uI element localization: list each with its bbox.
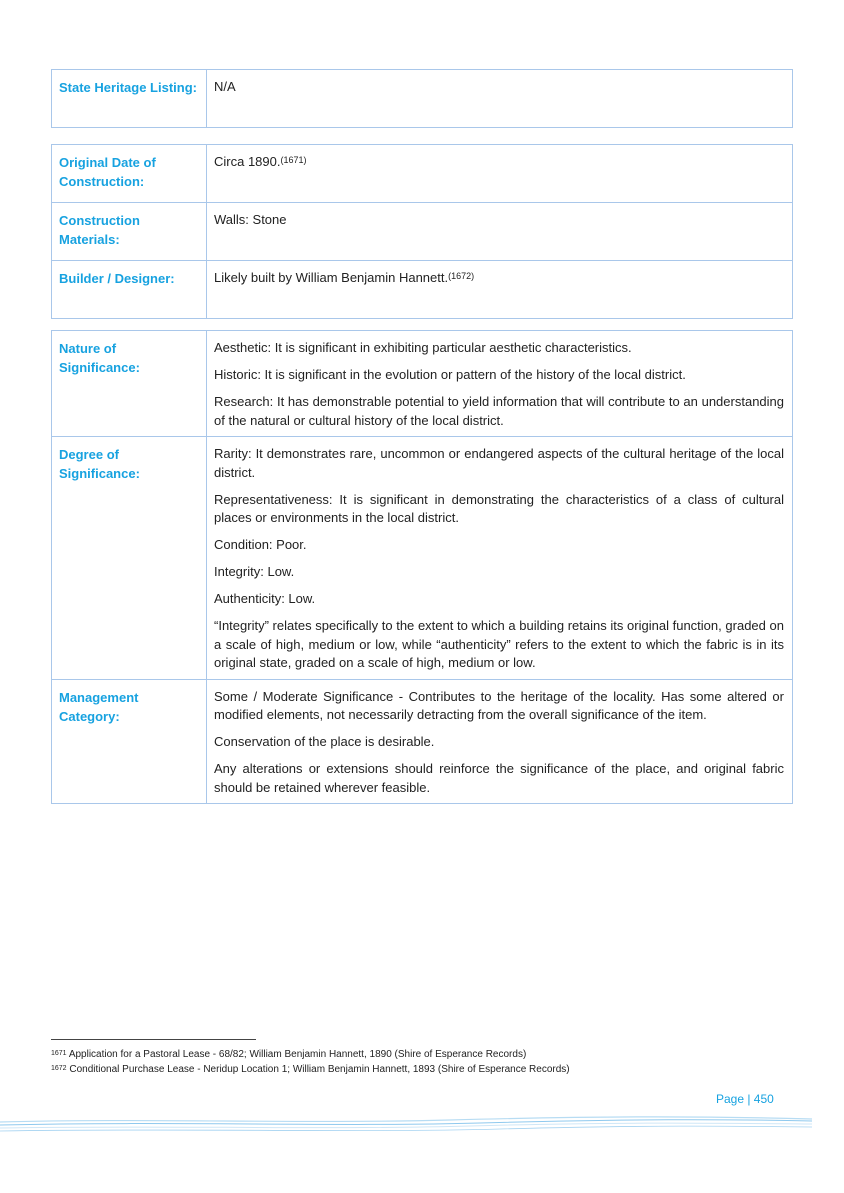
value-text: Circa 1890. — [214, 154, 281, 169]
table-row — [52, 203, 793, 261]
decorative-wave-footer — [0, 1108, 844, 1138]
field-label: Nature of Significance: — [52, 331, 207, 437]
field-label: Original Date of Construction: — [52, 145, 207, 203]
table-row — [52, 145, 793, 203]
table-row — [52, 70, 793, 128]
footnote — [51, 1063, 570, 1076]
footnote-text: Conditional Purchase Lease - Neridup Location 1; William Benjamin Hannett, 1893 (Shire of Esperance Records) — [69, 1064, 570, 1075]
footnote — [51, 1048, 526, 1061]
footnote-text: Application for a Pastoral Lease - 68/82; William Benjamin Hannett, 1890 (Shire of Esperance Records) — [68, 1049, 527, 1060]
paragraph: Research: It has demonstrable potential to yield information that will contribute to an understanding of the natural or cultural history of the local district. — [214, 394, 784, 428]
field-label: Construction Materials: — [52, 203, 207, 261]
heritage-listing-table — [51, 69, 793, 128]
paragraph: Authenticity: Low. — [214, 591, 316, 606]
paragraph: Historic: It is significant in the evolution or pattern of the history of the local district. — [214, 367, 686, 382]
paragraph: Conservation of the place is desirable. — [214, 734, 435, 749]
table-row — [52, 679, 793, 804]
paragraph: Some / Moderate Significance - Contributes to the heritage of the locality. Has some altered or modified elements, not necessarily detracting from the overall significance of the item. — [214, 688, 784, 722]
value-text: Likely built by William Benjamin Hannett. — [214, 270, 449, 285]
construction-table — [51, 144, 793, 319]
page-number: Page | 450 — [716, 1092, 774, 1106]
field-value — [207, 331, 793, 437]
field-value — [207, 679, 793, 804]
field-label: Degree of Significance: — [52, 437, 207, 680]
field-label: Builder / Designer: — [52, 261, 207, 319]
field-value: Walls: Stone — [207, 203, 793, 261]
table-row — [52, 261, 793, 319]
field-label: State Heritage Listing: — [52, 70, 207, 128]
field-label: Management Category: — [52, 679, 207, 804]
paragraph: Integrity: Low. — [214, 564, 295, 579]
footnote-number: 1672 — [51, 1065, 67, 1072]
footnote-ref[interactable]: (1672) — [448, 271, 475, 281]
paragraph: “Integrity” relates specifically to the extent to which a building retains its original function, graded on a scale of high, medium or low, while “authenticity” refers to the extent to which the fabric is in its original state, graded on a scale of high, medium or low. — [214, 618, 784, 670]
paragraph: Any alterations or extensions should reinforce the significance of the place, and original fabric should be retained wherever feasible. — [214, 761, 784, 795]
footnote-ref[interactable]: (1671) — [280, 155, 307, 165]
significance-table — [51, 330, 793, 804]
field-value: N/A — [207, 70, 793, 128]
paragraph: Rarity: It demonstrates rare, uncommon or endangered aspects of the cultural heritage of the local district. — [214, 446, 784, 480]
field-value — [207, 437, 793, 680]
paragraph: Aesthetic: It is significant in exhibiting particular aesthetic characteristics. — [214, 340, 632, 355]
field-value — [207, 145, 793, 203]
field-value — [207, 261, 793, 319]
footnote-divider — [51, 1039, 256, 1040]
footnote-number: 1671 — [51, 1050, 67, 1057]
table-row — [52, 331, 793, 437]
table-row — [52, 437, 793, 680]
paragraph: Representativeness: It is significant in demonstrating the characteristics of a class of cultural places or environments in the local district. — [214, 491, 784, 525]
paragraph: Condition: Poor. — [214, 537, 307, 552]
